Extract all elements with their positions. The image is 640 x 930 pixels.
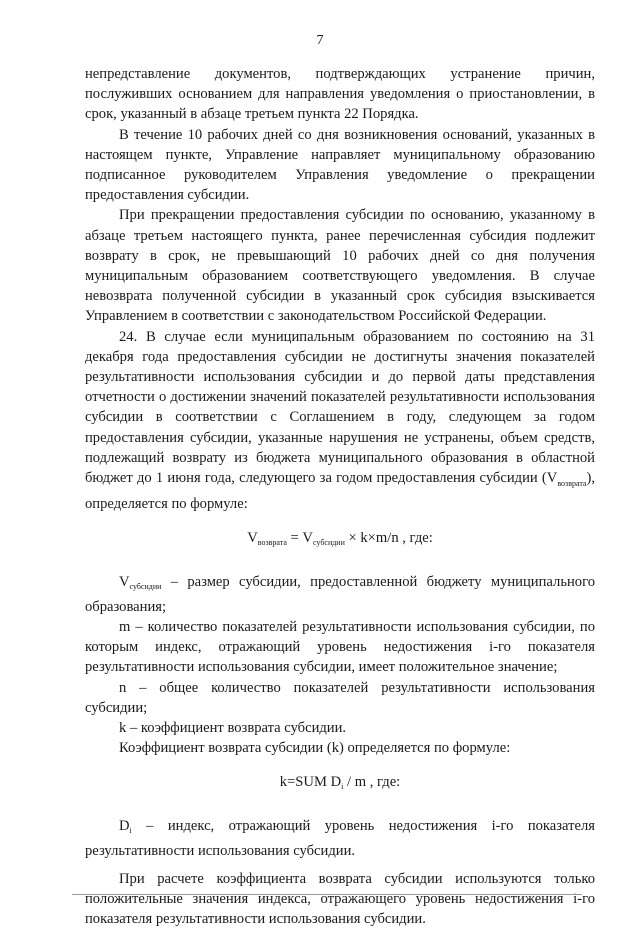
paragraph-24 bbox=[85, 327, 595, 515]
page-number: 7 bbox=[316, 33, 324, 48]
paragraph-3: При прекращении предоставления субсидии по основанию, указанному в абзаце третьем настоящего пункта, ранее перечисленная субсидия подлежит возврату в срок, не превышающий 10 рабочих дней со дня получения муниципальным образованием соответствующего уведомления. В случае невозврата полученной субсидии в указанный срок субсидия взыскивается Управлением в соответствии с законодательством Российской Федерации. bbox=[85, 207, 595, 325]
paragraph-24-end: ), определяется по формуле: bbox=[85, 470, 595, 513]
page-bottom-rule bbox=[72, 894, 582, 895]
document-body bbox=[85, 64, 595, 930]
v-return-symbol: V bbox=[546, 470, 558, 487]
paragraph-last: При расчете коэффициента возврата субсидии используются только положительные значения индекса, отражающего уровень недостижения i-го показателя результативности использования субсидии. bbox=[85, 871, 595, 928]
definition-k: k – коэффициент возврата субсидии. bbox=[119, 720, 347, 736]
paragraph-24-text: 24. В случае если муниципальным образованием по состоянию на 31 декабря года предоставления субсидии не достигнуты значения показателей результативности использования субсидии и до первой даты представления отчетности о достижении значений показателей результативности использования субсидии в соответствии с Соглашением в году, следующем за годом предоставления субсидии, указанные нарушения не устранены, объем средств, подлежащий возврату из бюджета муниципального образования в областной бюджет до 1 июня года, следующего за годом предоставления субсидии ( bbox=[85, 328, 595, 487]
definition-n: n – общее количество показателей результативности использования субсидии; bbox=[85, 679, 595, 716]
k-formula-intro: Коэффициент возврата субсидии (k) определяется по формуле: bbox=[119, 740, 511, 757]
formula-k: k=SUM $D_i$ / m , где: bbox=[279, 774, 401, 792]
paragraph-2: В течение 10 рабочих дней со дня возникновения оснований, указанных в настоящем пункте, Управление направляет муниципальному образованию подписанное руководителем Управления уведомление о прекращении предоставления субсидии. bbox=[85, 126, 595, 204]
paragraph-1: непредставление документов, подтверждающих устранение причин, послуживших основанием для направления уведомления о приостановлении, в срок, указанный в абзаце третьем пункта 22 Порядка. bbox=[85, 66, 595, 123]
formula-return: $V_{возврата} = V_{субсидии} \times k\times m/n$ , где: bbox=[247, 530, 433, 548]
definition-v-subsidy: $V_{субсидии}$ – размер субсидии, предоставленной бюджету муниципального образования; bbox=[85, 573, 595, 615]
definition-d: $D_i$ – индекс, отражающий уровень недостижения i-го показателя результативности использования субсидии. bbox=[85, 817, 595, 859]
definition-m: m – количество показателей результативности использования субсидии, по которым индекс, отражающий уровень недостижения i-го показателя результативности использования субсидии, имеет положительное значение; bbox=[85, 618, 595, 676]
v-return-subscript: возврата bbox=[557, 478, 587, 488]
